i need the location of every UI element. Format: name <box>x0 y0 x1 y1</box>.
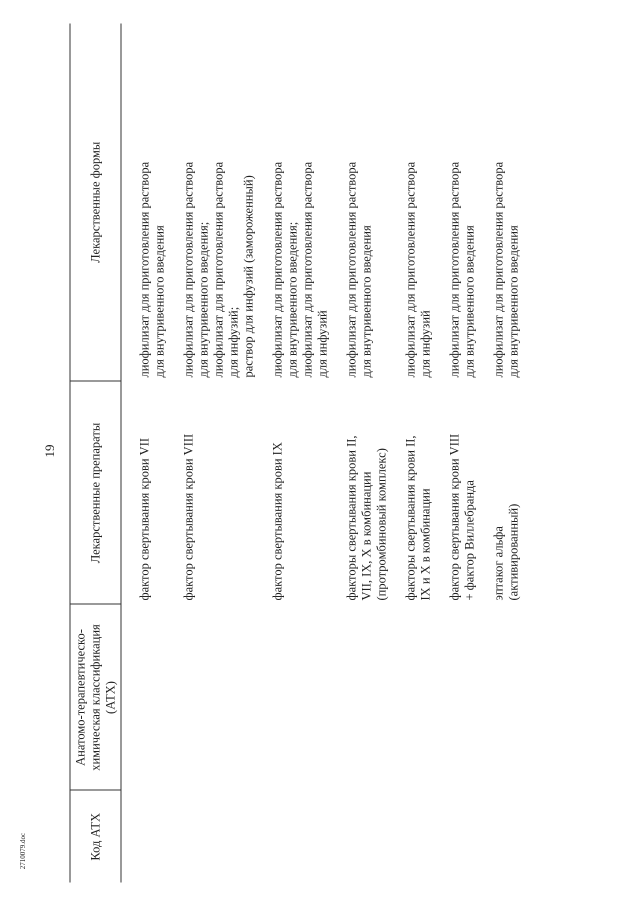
dosage-form-line: лиофилизат для приготовления раствора <box>300 161 315 377</box>
drug-name-line: факторы свертывания крови II, <box>403 434 418 600</box>
cell-dosage-forms <box>333 23 392 381</box>
header-drugs: Лекарственные препараты <box>70 381 121 604</box>
drug-name-line: фактор свертывания крови VIII <box>447 433 462 600</box>
drug-name-line: эптаког альфа <box>491 525 506 600</box>
cell-classification <box>121 604 170 790</box>
dosage-form-line: для внутривенного введения; <box>285 221 300 377</box>
dosage-form-line: лиофилизат для приготовления раствора <box>344 161 359 377</box>
cell-drug <box>436 381 480 604</box>
cell-classification <box>259 604 333 790</box>
dosage-form-line: для внутривенного введения; <box>196 221 211 377</box>
cell-dosage-forms <box>170 23 259 381</box>
table-row <box>436 23 480 882</box>
dosage-form-line: лиофилизат для приготовления раствора <box>403 161 418 377</box>
drug-name-line: + фактор Виллебранда <box>462 479 477 600</box>
cell-drug <box>333 381 392 604</box>
dosage-form-line: для инфузий <box>418 309 433 377</box>
table-row <box>333 23 392 882</box>
dosage-form-line: для внутривенного введения <box>152 224 167 377</box>
header-classification: Анатомо-терапевтическо-химическая классификация (АТХ) <box>70 604 121 790</box>
cell-classification <box>392 604 436 790</box>
cell-classification <box>333 604 392 790</box>
table-header <box>70 23 121 882</box>
cell-code <box>436 790 480 882</box>
page-number: 19 <box>42 444 57 458</box>
drug-name-line: IX и X в комбинации <box>418 487 433 600</box>
atx-table <box>70 23 524 882</box>
drug-name-line: (активированный) <box>506 503 521 600</box>
drug-name-line: (протромбиновый комплекс) <box>374 447 389 600</box>
cell-code <box>259 790 333 882</box>
dosage-form-line: для внутривенного введения <box>462 224 477 377</box>
drug-name-line: факторы свертывания крови II, <box>344 434 359 600</box>
cell-code <box>121 790 170 882</box>
table-row <box>121 23 170 882</box>
dosage-form-line: раствор для инфузий (замороженный) <box>241 174 256 377</box>
cell-code <box>392 790 436 882</box>
dosage-form-line: лиофилизат для приготовления раствора <box>137 161 152 377</box>
drug-name-line: VII, IX, X в комбинации <box>359 471 374 600</box>
table-row <box>480 23 524 882</box>
dosage-form-line: для инфузий; <box>226 306 241 377</box>
table-row <box>392 23 436 882</box>
cell-dosage-forms <box>436 23 480 381</box>
dosage-form-line: лиофилизат для приготовления раствора <box>447 161 462 377</box>
dosage-form-line: лиофилизат для приготовления раствора <box>181 161 196 377</box>
cell-classification <box>170 604 259 790</box>
cell-code <box>170 790 259 882</box>
cell-dosage-forms <box>121 23 170 381</box>
drug-name-line: фактор свертывания крови IX <box>270 441 285 600</box>
drug-name-line: фактор свертывания крови VII <box>137 437 152 600</box>
dosage-form-line: для внутривенного введения <box>359 224 374 377</box>
header-forms: Лекарственные формы <box>70 23 121 381</box>
cell-drug <box>480 381 524 604</box>
header-row <box>70 23 121 882</box>
table-body <box>121 23 524 882</box>
table-row <box>170 23 259 882</box>
cell-dosage-forms <box>259 23 333 381</box>
dosage-form-line: для инфузий <box>315 309 330 377</box>
cell-classification <box>436 604 480 790</box>
cell-code <box>480 790 524 882</box>
drug-name-line: фактор свертывания крови VIII <box>181 433 196 600</box>
dosage-form-line: лиофилизат для приготовления раствора <box>270 161 285 377</box>
cell-code <box>333 790 392 882</box>
cell-dosage-forms <box>392 23 436 381</box>
cell-drug <box>121 381 170 604</box>
cell-dosage-forms <box>480 23 524 381</box>
dosage-form-line: лиофилизат для приготовления раствора <box>491 161 506 377</box>
cell-classification <box>480 604 524 790</box>
rotated-landscape-page <box>70 23 630 882</box>
cell-drug <box>170 381 259 604</box>
table-row <box>259 23 333 882</box>
header-code: Код АТХ <box>70 790 121 882</box>
cell-drug <box>259 381 333 604</box>
cell-drug <box>392 381 436 604</box>
dosage-form-line: для внутривенного введения <box>506 224 521 377</box>
dosage-form-line: лиофилизат для приготовления раствора <box>211 161 226 377</box>
footer-document-code: 2710079.doc <box>19 832 27 870</box>
